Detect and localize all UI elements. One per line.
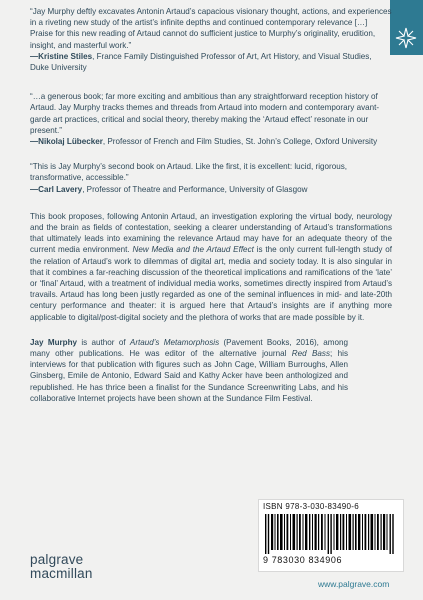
attribution-dash: — (30, 137, 39, 147)
quote-affiliation: , France Family Distinguished Professor of Art, Art History, and Visual Studies, Duke University (30, 51, 372, 73)
attribution-dash: — (30, 184, 39, 194)
quote-text: “…a generous book; far more exciting and ambitious than any straightforward reception history of Artaud. Jay Murphy tracks themes and threads from Artaud into modern and contemporary avant-garde art practices, critical and social theory, thereby making the ‘Artaud effect’ resonate in our present.” (30, 92, 380, 135)
book-title: New Media and the Artaud Effect (132, 245, 254, 255)
author-name: Jay Murphy (30, 337, 78, 347)
isbn-barcode-box (258, 499, 404, 572)
text-column (30, 6, 392, 404)
logo-line-1: palgrave (30, 552, 84, 567)
bio-part-2: (Pavement Books, 2016), among many other publications. He was editor of the alternative journal (30, 337, 349, 359)
endorsement-quote (30, 161, 392, 195)
quote-author: Carl Lavery (38, 184, 83, 194)
endorsement-quote (30, 91, 392, 147)
bio-journal-title: Red Bass (291, 349, 330, 359)
quote-attribution (30, 136, 392, 147)
quote-text: “Jay Murphy deftly excavates Antonin Artaud’s capacious visionary thought, actions, and experiences in a riveting new study of the artist’s infinite depths and continued contemporary relevance […] Praise for this new reading of Artaud cannot do sufficient justice to Murphy’s originality, erudition, insight, and masterful work.” (30, 7, 392, 50)
quote-author: Nikolaj Lübecker (38, 137, 103, 147)
quote-attribution (30, 184, 392, 195)
quote-author: Kristine Stiles (38, 51, 93, 61)
bio-book-title: Artaud’s Metamorphosis (129, 337, 220, 347)
quote-affiliation: , Professor of Theatre and Performance, University of Glasgow (82, 184, 308, 194)
quote-text: “This is Jay Murphy’s second book on Artaud. Like the first, it is excellent: lucid, rigorous, transformative, accessible.” (30, 162, 347, 183)
description-part-1: This book proposes, following Antonin Artaud, an investigation exploring the virtual body, neurology and the brain as fields of contestation, seeking a clearer understanding of Artaud’s transformations that ultimately leads into examining the relevance Artaud may have for an adequate theory of the current media environment. (30, 211, 392, 255)
isbn-label: ISBN 978-3-030-83490-6 (263, 502, 359, 511)
publisher-url[interactable]: www.palgrave.com (318, 579, 390, 589)
endorsement-quote (30, 6, 392, 73)
barcode-icon (265, 514, 397, 554)
description-part-2: is the only current full-length study of the relation of Artaud’s work to dilemmas of digital art, media and society today. It is also singular in that it combines a far-reaching discussion of the theoretical implications and ramifications of the ‘late’ or ‘final’ Artaud, with a treatment of individual media works, sometimes directly inspired from Artaud’s travails. Artaud has long been justly regarded as one of the seminal influences in mid- and late-20th century performance and theater: it is argued here that Artaud’s insights are if anything more applicable to digital/post-digital society and the plethora of works that are made possible by it. (30, 245, 392, 322)
barcode-number: 9 783030 834906 (263, 555, 343, 565)
quote-affiliation: , Professor of French and Film Studies, St. John’s College, Oxford University (102, 137, 378, 147)
bio-part-1: is author of (77, 337, 130, 347)
attribution-dash: — (30, 51, 39, 61)
springer-star-icon (395, 27, 417, 49)
book-description (30, 211, 392, 323)
quote-attribution (30, 51, 392, 73)
bio-part-3: ; his interviews for that publication with figures such as John Cage, William Burroughs, Allen Ginsberg, Emile de Antonio, Edward Said and Kathy Acker have been anthologized and republished. He has thrice been a finalist for the Sundance Screenwriting Labs, and his collaborative Internet projects have been shown at the Sundance Film Festival. (30, 349, 348, 403)
publisher-logo[interactable] (30, 553, 93, 581)
logo-line-2: macmillan (30, 566, 93, 581)
author-bio (30, 337, 348, 404)
corner-band (390, 0, 423, 55)
